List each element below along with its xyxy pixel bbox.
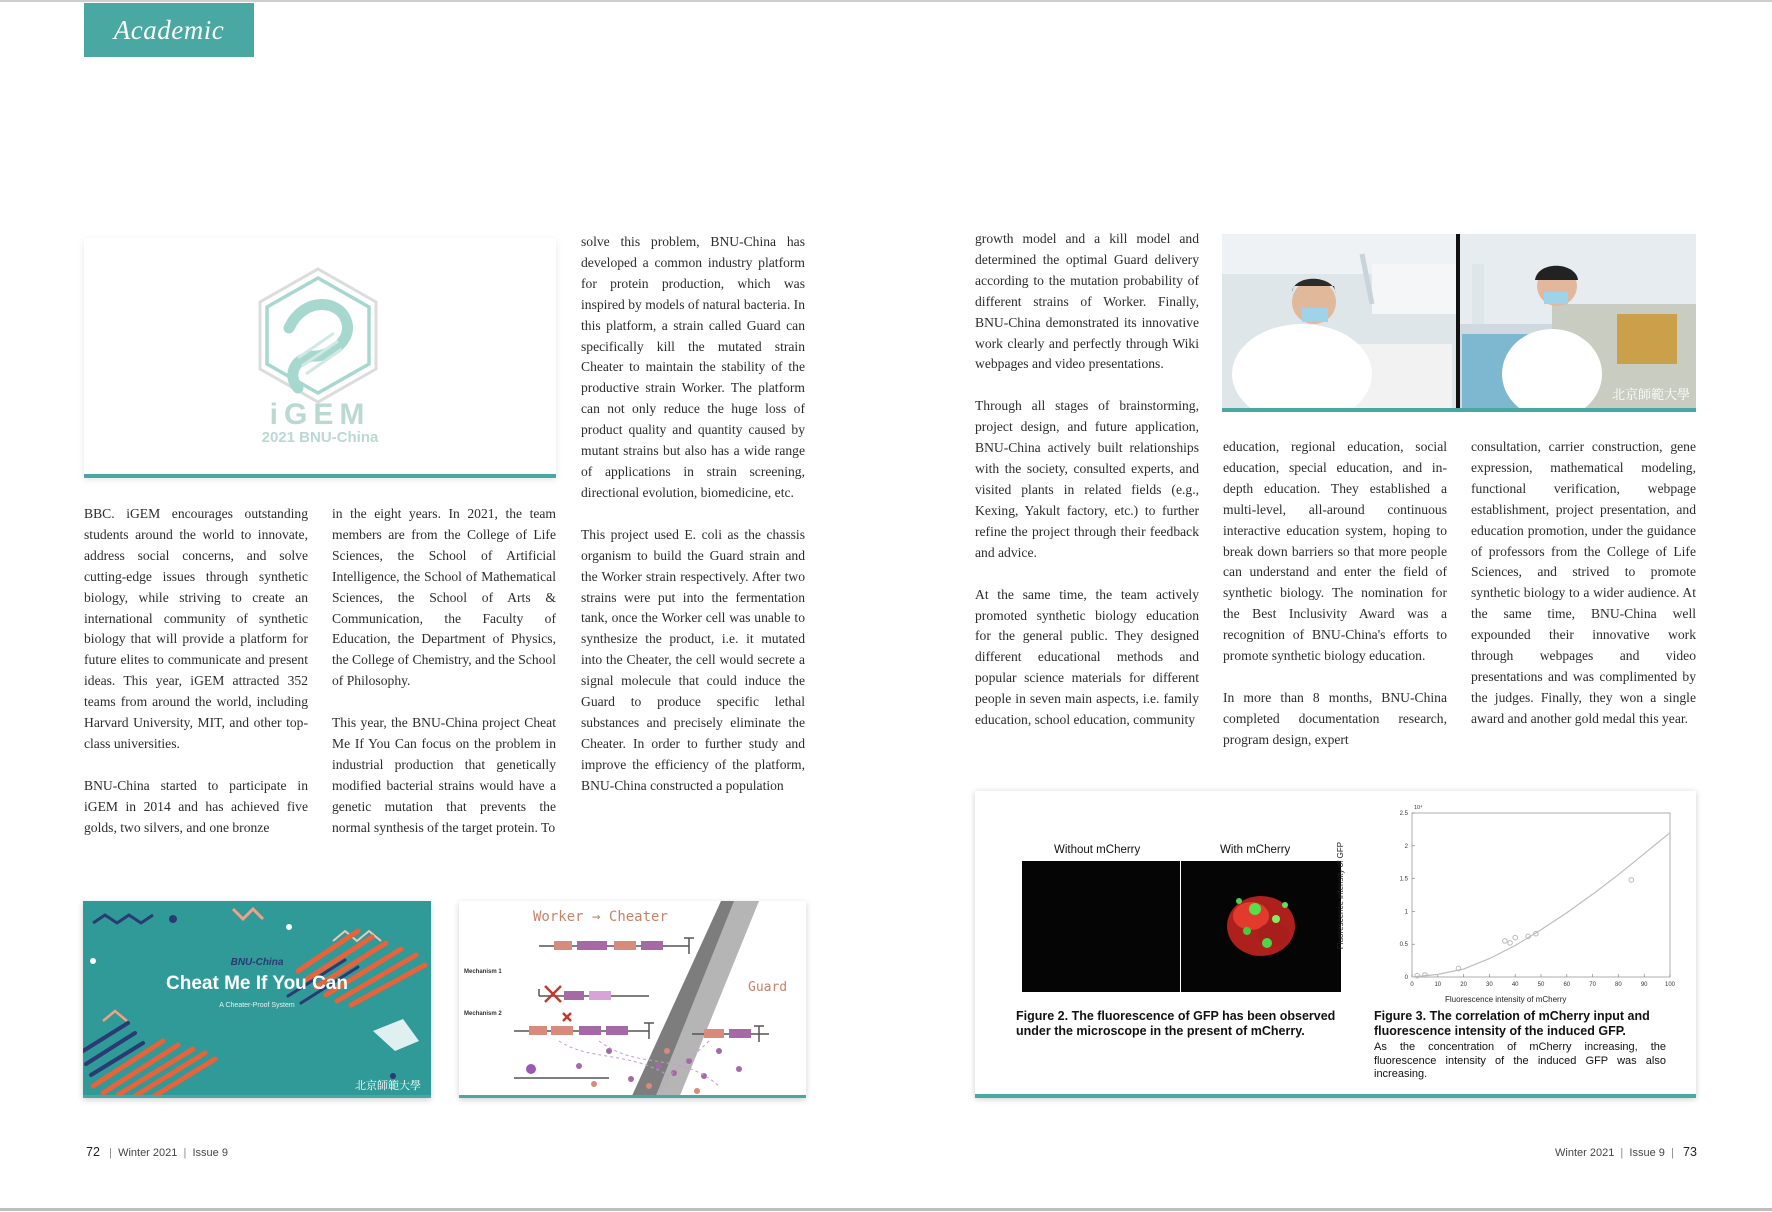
x-tick-label: 0 [1410, 982, 1414, 988]
data-point [1629, 878, 1634, 883]
page-number: 73 [1683, 1145, 1697, 1159]
paragraph: This project used E. coli as the chassis organism to build the Guard strain and the Worker strain respectively. After two strains were put into the fermentation tank, once the Worker cell was unable to synthesize the product, i.e. it mutated into the Cheater, the cell would secrete a signal molecule that could induce the Guard to produce specific lethal substances and precisely eliminate the Cheater. In order to further study and improve the efficiency of the platform, BNU-China constructed a population [581, 526, 805, 793]
right-column-2 [1223, 437, 1447, 751]
logo-igem-text: iGEM [269, 398, 371, 431]
paragraph: solve this problem, BNU-China has developed a common industry platform for protein production, which was inspired by models of natural bacteria. In this platform, a strain called Guard can specifically kill the mutated strain Cheater to maintain the stability of the productive strain Worker. The platform can not only reduce the huge loss of product quality and quantity caused by mutant strains but also has a wide range of applications in strain screening, directional evolution, biomedicine, etc. [581, 234, 805, 500]
issue-season: Winter 2021 [1555, 1147, 1615, 1159]
fig3-caption-text: As the concentration of mCherry increasing, the fluorescence intensity of the induced GFP was also increasing. [1374, 1041, 1666, 1080]
project-poster-figure [83, 901, 431, 1098]
paragraph: In more than 8 months, BNU-China completed documentation research, program design, expert [1223, 689, 1447, 747]
data-point [1513, 935, 1518, 940]
x-tick-label: 90 [1640, 982, 1648, 988]
x-tick-label: 60 [1563, 982, 1571, 988]
paragraph: BBC. iGEM encourages outstanding students around the world to innovate, address social concerns, and solve cutting-edge issues through synthetic biology, while striving to create an international community of synthetic biology that will provide a platform for future elites to communicate and present ideas. This year, iGEM attracted 352 teams from around the world, including Harvard University, MIT, and other top-class universities. [84, 506, 308, 751]
fig2-label-left: Without mCherry [1054, 844, 1141, 856]
top-rule [0, 0, 1772, 2]
fit-line [1412, 833, 1670, 977]
x-tick-label: 50 [1537, 982, 1545, 988]
fig3-ylabel: Fluorescence intensity of GFP [1336, 841, 1346, 950]
y-tick-label: 2.5 [1399, 811, 1408, 817]
paragraph: education, regional education, social education, special education, and in-depth education. They established a multi-level, all-around continuous interactive education system, hoping to break down barriers so that more people can understand and enter the field of synthetic biology. The nomination for the Best Inclusivity Award was a recognition of BNU-China's efforts to promote synthetic biology education. [1223, 439, 1447, 664]
poster-title: Cheat Me If You Can [166, 973, 348, 994]
y-tick-label: 0.5 [1399, 942, 1408, 949]
page-number: 72 [86, 1145, 100, 1159]
genetic-circuit-icon [459, 901, 806, 1098]
microscope-image-with [1181, 861, 1341, 992]
x-tick-label: 100 [1664, 982, 1676, 988]
poster-university: 北京師範大學 [355, 1080, 421, 1092]
poster-subtitle: A Cheater-Proof System [219, 1002, 295, 1009]
lab-photo-figure [1222, 234, 1696, 412]
paragraph: At the same time, the team actively promoted synthetic biology education for the general public. They designed different educational methods and popular science materials for different people in seven main aspects, i.e. family education, school education, community [975, 586, 1199, 728]
lab-photo-icon [1222, 234, 1696, 408]
y-scale-label: 10⁴ [1414, 805, 1423, 811]
igem-logo-figure [84, 238, 556, 478]
diagram-worker: Worker [533, 909, 584, 925]
photo-watermark: 北京師範大學 [1611, 387, 1690, 402]
right-column-3 [1471, 437, 1696, 730]
fig3-xlabel: Fluorescence intensity of mCherry [1445, 995, 1567, 1004]
y-tick-label: 0 [1404, 975, 1408, 981]
right-column-1 [975, 229, 1199, 731]
fluorescence-cells-icon [1181, 861, 1341, 992]
left-column-2 [332, 504, 556, 839]
microscope-image-without [1022, 861, 1180, 992]
poster-decoration-icon [83, 901, 431, 1098]
issue-season: Winter 2021 [118, 1147, 178, 1159]
y-tick-label: 2 [1404, 843, 1408, 850]
x-tick-label: 40 [1511, 982, 1519, 988]
diagram-mech2: Mechanism 2 [464, 1011, 502, 1017]
diagram-arrow: → [592, 909, 601, 925]
paragraph: Through all stages of brainstorming, project design, and future application, BNU-China actively built relationships with the society, consulted experts, and visited plants in related fields (e.g., Kexing, Yakult factory, etc.) to further refine the project through their feedback and advice. [975, 398, 1199, 560]
paragraph: growth model and a kill model and determined the optimal Guard delivery according to the mutation probability of different strains of Worker. Finally, BNU-China demonstrated its innovative work clearly and perfectly through Wiki webpages and video presentations. [975, 231, 1199, 372]
fig2-label-right: With mCherry [1220, 844, 1291, 856]
fig3-caption-bold: Figure 3. The correlation of mCherry input and fluorescence intensity of the induced GFP. [1374, 1009, 1650, 1038]
issue-number: Issue 9 [1629, 1147, 1665, 1159]
x-tick-label: 80 [1615, 982, 1622, 988]
diagram-cheater: Cheater [608, 909, 668, 925]
left-column-1 [84, 504, 308, 839]
paragraph: consultation, carrier construction, gene expression, mathematical modeling, functional verification, webpage establishment, project presentation, and education promotion, under the guidance of professors from the College of Life Sciences, and strived to promote synthetic biology to a wider audience. At the same time, BNU-China well expounded their innovative work through webpages and video presentations and was complimented by the judges. Finally, they won a single award and another gold medal this year. [1471, 439, 1696, 726]
right-folio: Winter 2021 | Issue 9 | 73 [1555, 1145, 1697, 1159]
poster-team: BNU-China [230, 957, 284, 968]
bottom-rule [0, 1208, 1772, 1211]
x-tick-label: 20 [1460, 982, 1467, 988]
figures-panel [975, 791, 1696, 1098]
section-tab: Academic [84, 3, 254, 57]
y-tick-label: 1.5 [1399, 876, 1408, 883]
x-tick-label: 30 [1486, 982, 1493, 988]
paragraph: in the eight years. In 2021, the team members are from the College of Life Sciences, the School of Artificial Intelligence, the School of Mathematical Sciences, the School of Arts & Communication, the Faculty of Education, the Department of Physics, the College of Chemistry, and the School of Philosophy. [332, 506, 556, 689]
fig2-caption: Figure 2. The fluorescence of GFP has been observed under the microscope in the present of mCherry. [1016, 1009, 1336, 1038]
x-tick-label: 10 [1434, 982, 1442, 988]
y-tick-label: 1 [1404, 909, 1408, 916]
fig3-scatter-chart [1368, 795, 1688, 1005]
x-tick-label: 70 [1589, 982, 1596, 988]
diagram-guard: Guard [748, 980, 788, 995]
data-point [1503, 939, 1508, 944]
diagram-mech1: Mechanism 1 [464, 969, 502, 975]
chart-frame [1412, 813, 1670, 977]
data-point [1508, 941, 1513, 946]
logo-team-text: 2021 BNU-China [261, 429, 379, 446]
paragraph: BNU-China started to participate in iGEM in 2014 and has achieved five golds, two silvers, and one bronze [84, 777, 308, 835]
left-folio: 72 | Winter 2021 | Issue 9 [86, 1145, 228, 1159]
paragraph: This year, the BNU-China project Cheat Me If You Can focus on the problem in industrial production that genetically modified bacterial strains would have a genetic mutation that prevents the normal synthesis of the target protein. To [332, 715, 556, 835]
left-column-3 [581, 232, 805, 797]
issue-number: Issue 9 [192, 1147, 228, 1159]
mechanism-diagram-figure [459, 901, 806, 1098]
